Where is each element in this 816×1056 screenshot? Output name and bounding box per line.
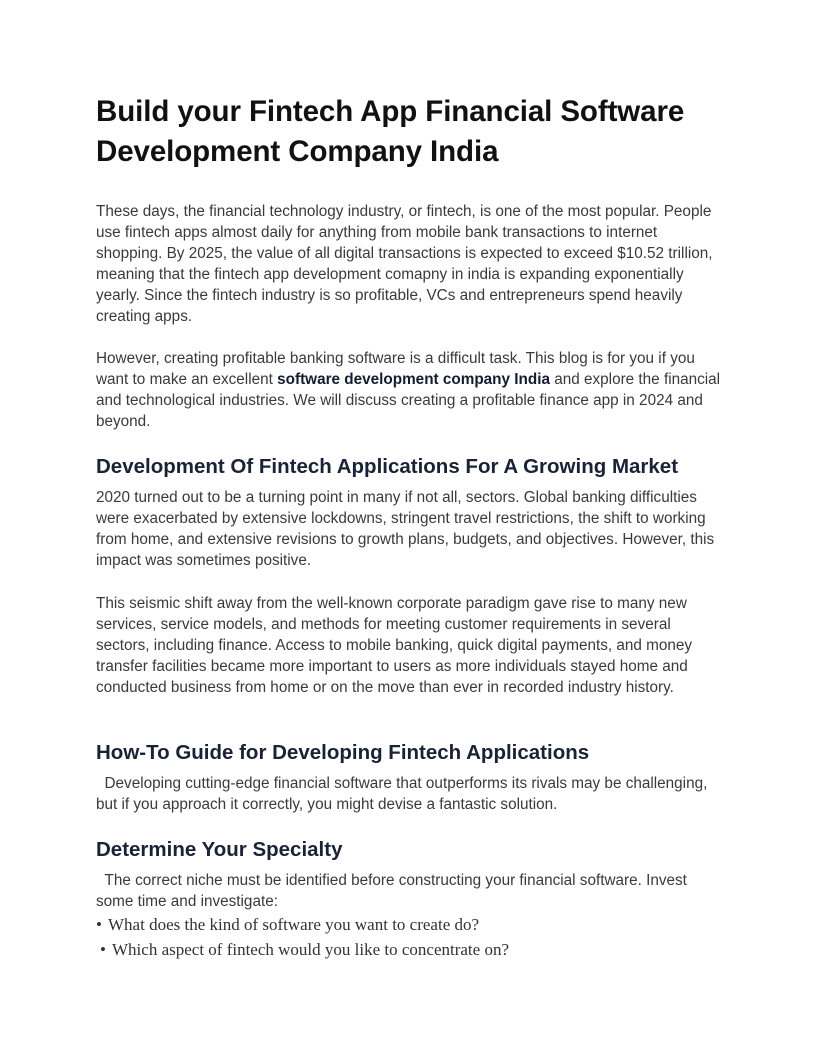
bullet-icon: •: [100, 940, 106, 959]
software-development-link[interactable]: software development company India: [277, 371, 550, 388]
intro-paragraph-2-text-after: and explore the financial and technological industries. We will discuss creating a profitable finance app in 2024 and beyond.: [96, 371, 721, 430]
list-item: [96, 937, 509, 962]
specialty-bullet-list: [96, 912, 509, 962]
growing-market-paragraph-2: This seismic shift away from the well-known corporate paradigm gave rise to many new services, service models, and methods for meeting customer requirements in several sectors, including finance. Access to mobile banking, quick digital payments, and money transfer facilities became more important to users as more individuals stayed home and conducted business from home or on the move than ever in recorded industry history.: [96, 595, 693, 696]
intro-paragraph-2-text-before: However, creating profitable banking software is a difficult task. This blog is for you if you want to make an excellent: [96, 350, 695, 388]
section-heading-how-to-guide: How-To Guide for Developing Fintech Applications: [96, 741, 590, 764]
specialty-paragraph: The correct niche must be identified before constructing your financial software. Invest some time and investigate:: [96, 872, 692, 910]
intro-paragraph-2: [96, 348, 726, 432]
list-item-text: What does the kind of software you want to create do?: [108, 915, 480, 934]
how-to-guide-paragraph: Developing cutting-edge financial software that outperforms its rivals may be challenging, but if you approach it correctly, you might devise a fantastic solution.: [96, 775, 712, 813]
section-heading-specialty: Determine Your Specialty: [96, 838, 343, 861]
growing-market-paragraph-1: 2020 turned out to be a turning point in many if not all, sectors. Global banking difficulties were exacerbated by extensive lockdowns, stringent travel restrictions, the shift to working from home, and extensive revisions to growth plans, budgets, and objectives. However, this impact was sometimes positive.: [96, 489, 715, 569]
bullet-icon: •: [96, 915, 102, 934]
page-title: Build your Fintech App Financial Software Development Company India: [96, 95, 685, 168]
section-heading-growing-market: Development Of Fintech Applications For A Growing Market: [96, 455, 679, 478]
list-item-text: Which aspect of fintech would you like to concentrate on?: [112, 940, 509, 959]
intro-paragraph-1: These days, the financial technology industry, or fintech, is one of the most popular. People use fintech apps almost daily for anything from mobile bank transactions to internet shopping. By 2025, the value of all digital transactions is expected to exceed $10.52 trillion, meaning that the fintech app development comapny in india is expanding exponentially yearly. Since the fintech industry is so profitable, VCs and entrepreneurs spend heavily creating apps.: [96, 203, 713, 325]
list-item: [96, 912, 509, 937]
